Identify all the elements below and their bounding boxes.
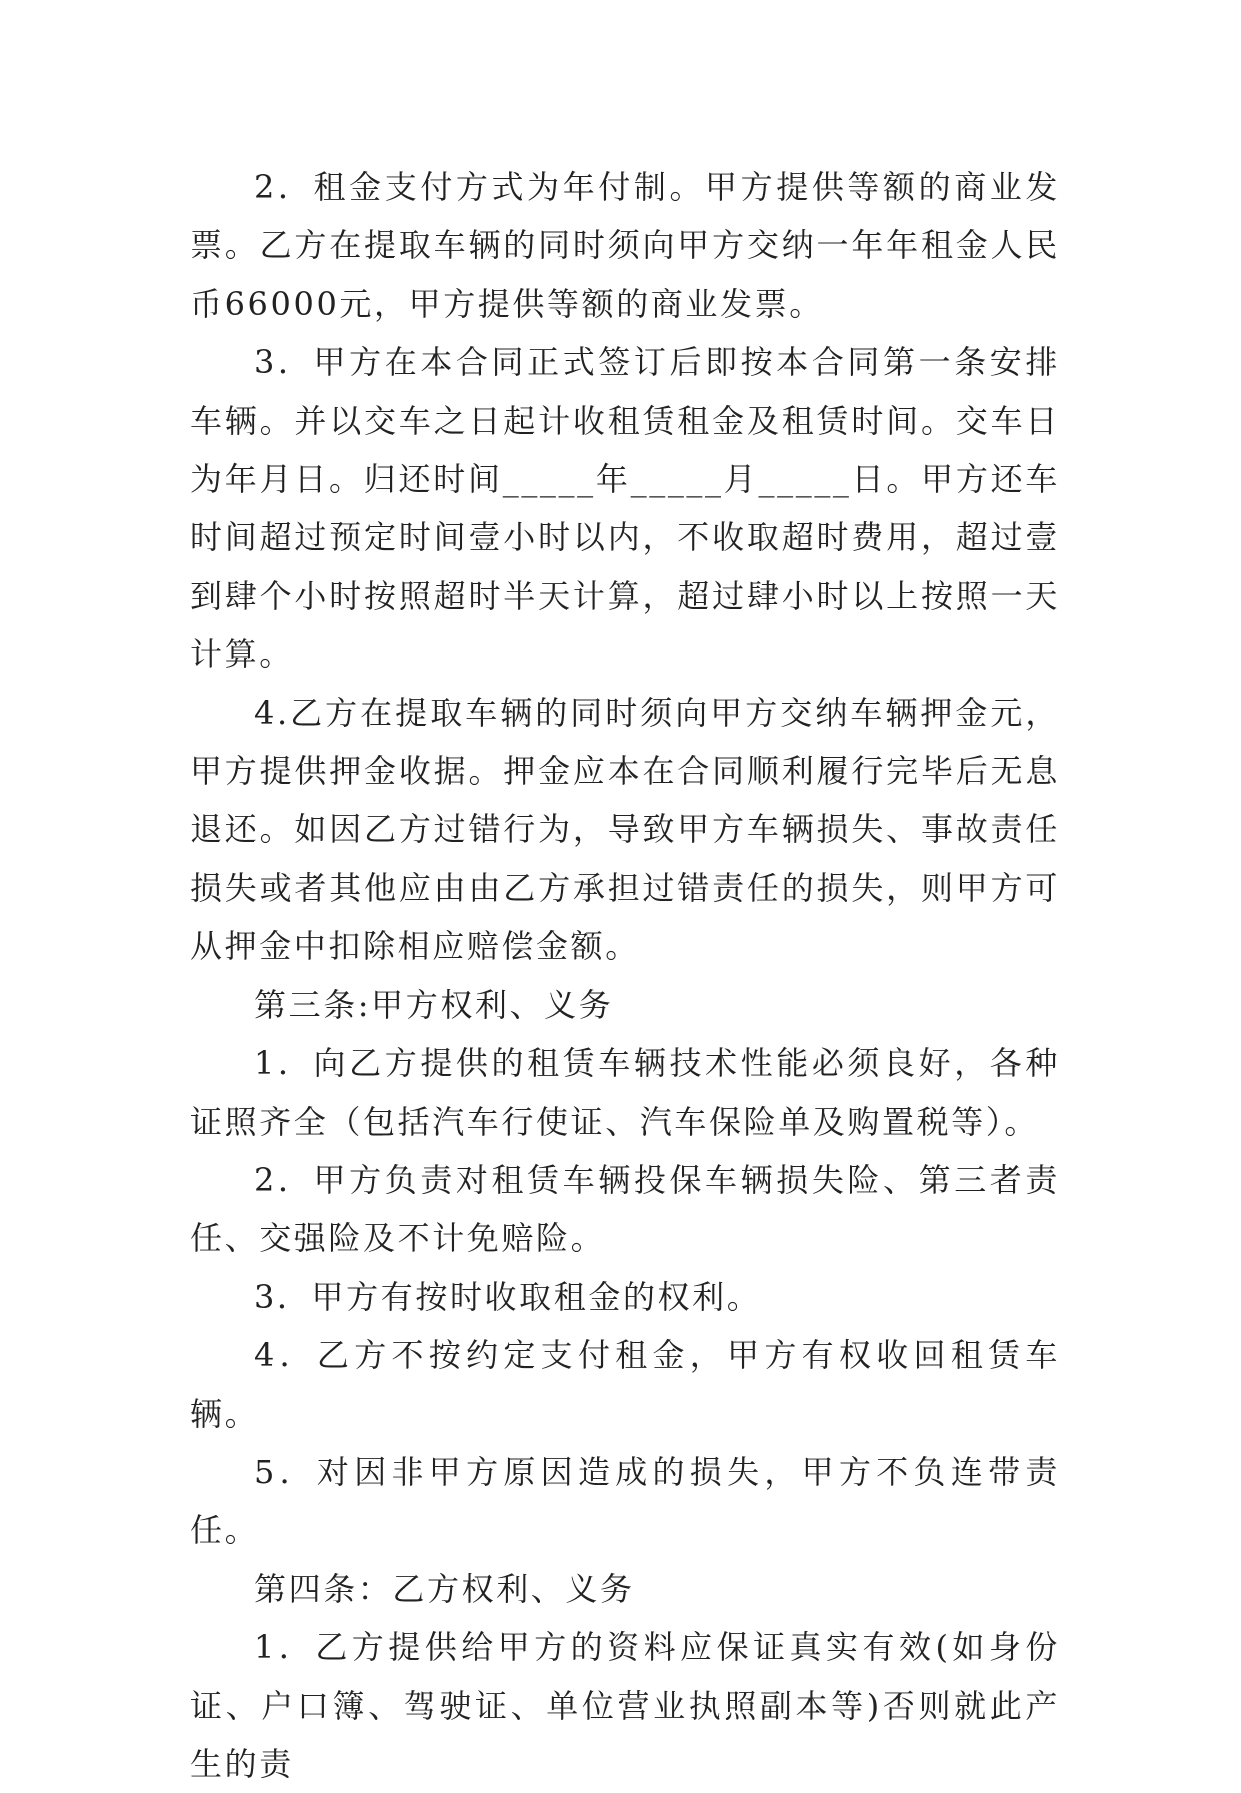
section-heading-party-a: 第三条:甲方权利、义务	[254, 985, 614, 1024]
paragraph-party-a-item-4: 4．乙方不按约定支付租金，甲方有权收回租赁车辆。	[190, 1336, 1060, 1433]
paragraph-party-a-item-3: 3．甲方有按时收取租金的权利。	[254, 1277, 762, 1316]
section-heading-party-b: 第四条：乙方权利、义务	[254, 1569, 635, 1608]
paragraph-rent-payment: 2．租金支付方式为年付制。甲方提供等额的商业发票。乙方在提取车辆的同时须向甲方交纳一年年租金人民币66000元，甲方提供等额的商业发票。	[190, 168, 1060, 323]
paragraph-deposit: 4.乙方在提取车辆的同时须向甲方交纳车辆押金元，甲方提供押金收据。押金应本在合同顺利履行完毕后无息退还。如因乙方过错行为，导致甲方车辆损失、事故责任损失或者其他应由由乙方承担过错责任的损失，则甲方可从押金中扣除相应赔偿金额。	[190, 693, 1060, 966]
paragraph-party-a-item-1: 1．向乙方提供的租赁车辆技术性能必须良好，各种证照齐全（包括汽车行使证、汽车保险单及购置税等）。	[190, 1044, 1060, 1141]
paragraph-vehicle-delivery: 3．甲方在本合同正式签订后即按本合同第一条安排车辆。并以交车之日起计收租赁租金及租赁时间。交车日为年月日。归还时间_____年_____月_____日。甲方还车时间超过预定时间壹小时以内，不收取超时费用，超过壹到肆个小时按照超时半天计算，超过肆小时以上按照一天计算。	[190, 343, 1060, 674]
document-page	[190, 158, 1060, 1793]
paragraph-party-b-item-1: 1．乙方提供给甲方的资料应保证真实有效(如身份证、户口簿、驾驶证、单位营业执照副本等)否则就此产生的责	[190, 1628, 1060, 1783]
paragraph-party-a-item-5: 5．对因非甲方原因造成的损失，甲方不负连带责任。	[190, 1452, 1060, 1550]
paragraph-party-a-item-2: 2．甲方负责对租赁车辆投保车辆损失险、第三者责任、交强险及不计免赔险。	[190, 1160, 1060, 1258]
